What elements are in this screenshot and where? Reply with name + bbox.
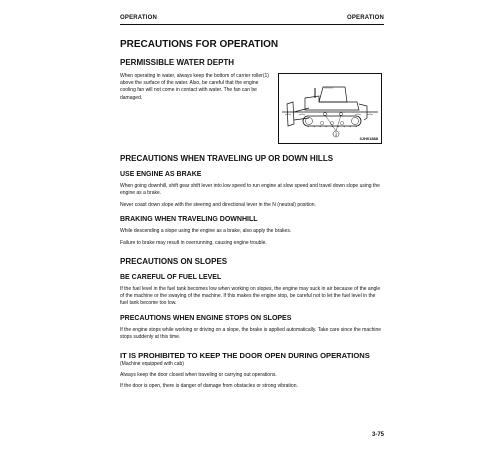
braking-text-2: Failure to brake may result in overrunning, causing engine trouble. bbox=[120, 240, 267, 246]
slopes-heading: PRECAUTIONS ON SLOPES bbox=[120, 257, 228, 266]
fuel-level-heading: BE CAREFUL OF FUEL LEVEL bbox=[120, 274, 222, 281]
door-text-2: If the door is open, there is danger of damage from obstacles or strong vibration. bbox=[120, 383, 298, 389]
engine-stops-heading: PRECAUTIONS WHEN ENGINE STOPS ON SLOPES bbox=[120, 315, 292, 322]
callout-number: 1 bbox=[334, 131, 338, 137]
water-depth-text: When operating in water, always keep the bottom of carrier roller(1) above the surface of the water. Also, be careful that the engine cooling fan will not come in contact with water. The fan can be damaged. bbox=[120, 73, 269, 101]
engine-brake-text-1: When going downhill, shift gear shift lever into low speed to run engine at slow speed and travel down slope using the engine as a brake. bbox=[120, 183, 380, 197]
braking-text-1: While descending a slope using the engine as a brake, also apply the brakes. bbox=[120, 228, 292, 234]
door-heading: IT IS PROHIBITED TO KEEP THE DOOR OPEN DURING OPERATIONS bbox=[120, 351, 370, 360]
door-note: (Machine equipped with cab) bbox=[120, 361, 184, 367]
hills-heading: PRECAUTIONS WHEN TRAVELING UP OR DOWN HILLS bbox=[120, 154, 334, 163]
bulldozer-water-figure bbox=[278, 73, 382, 144]
figure-code: 3JH01888 bbox=[359, 136, 378, 141]
section-header-right: OPERATION bbox=[346, 15, 384, 21]
water-depth-heading: PERMISSIBLE WATER DEPTH bbox=[120, 58, 235, 67]
section-header-left: OPERATION bbox=[120, 15, 158, 21]
braking-heading: BRAKING WHEN TRAVELING DOWNHILL bbox=[120, 216, 258, 223]
page-number: 3-75 bbox=[371, 432, 384, 438]
engine-brake-heading: USE ENGINE AS BRAKE bbox=[120, 171, 202, 178]
engine-stops-text: If the engine stops while working or driving on a slope, the brake is applied automatically. Take care since the machine stops suddenly at this time. bbox=[120, 327, 382, 341]
engine-brake-text-2: Never coast down slope with the steering and directional lever in the N (neutral) position. bbox=[120, 202, 316, 208]
header-rule bbox=[120, 24, 384, 25]
door-text-1: Always keep the door closed when traveling or carrying out operations. bbox=[120, 372, 277, 378]
page-title: PRECAUTIONS FOR OPERATION bbox=[120, 39, 279, 50]
fuel-level-text: If the fuel level in the fuel tank becomes low when working on slopes, the engine may suck in air because of the angle of the machine or the swaying of the machine. If this makes the engine stop, be careful not to let the fuel level in the fuel tank become too low. bbox=[120, 286, 381, 307]
bulldozer-illustration bbox=[279, 74, 381, 143]
